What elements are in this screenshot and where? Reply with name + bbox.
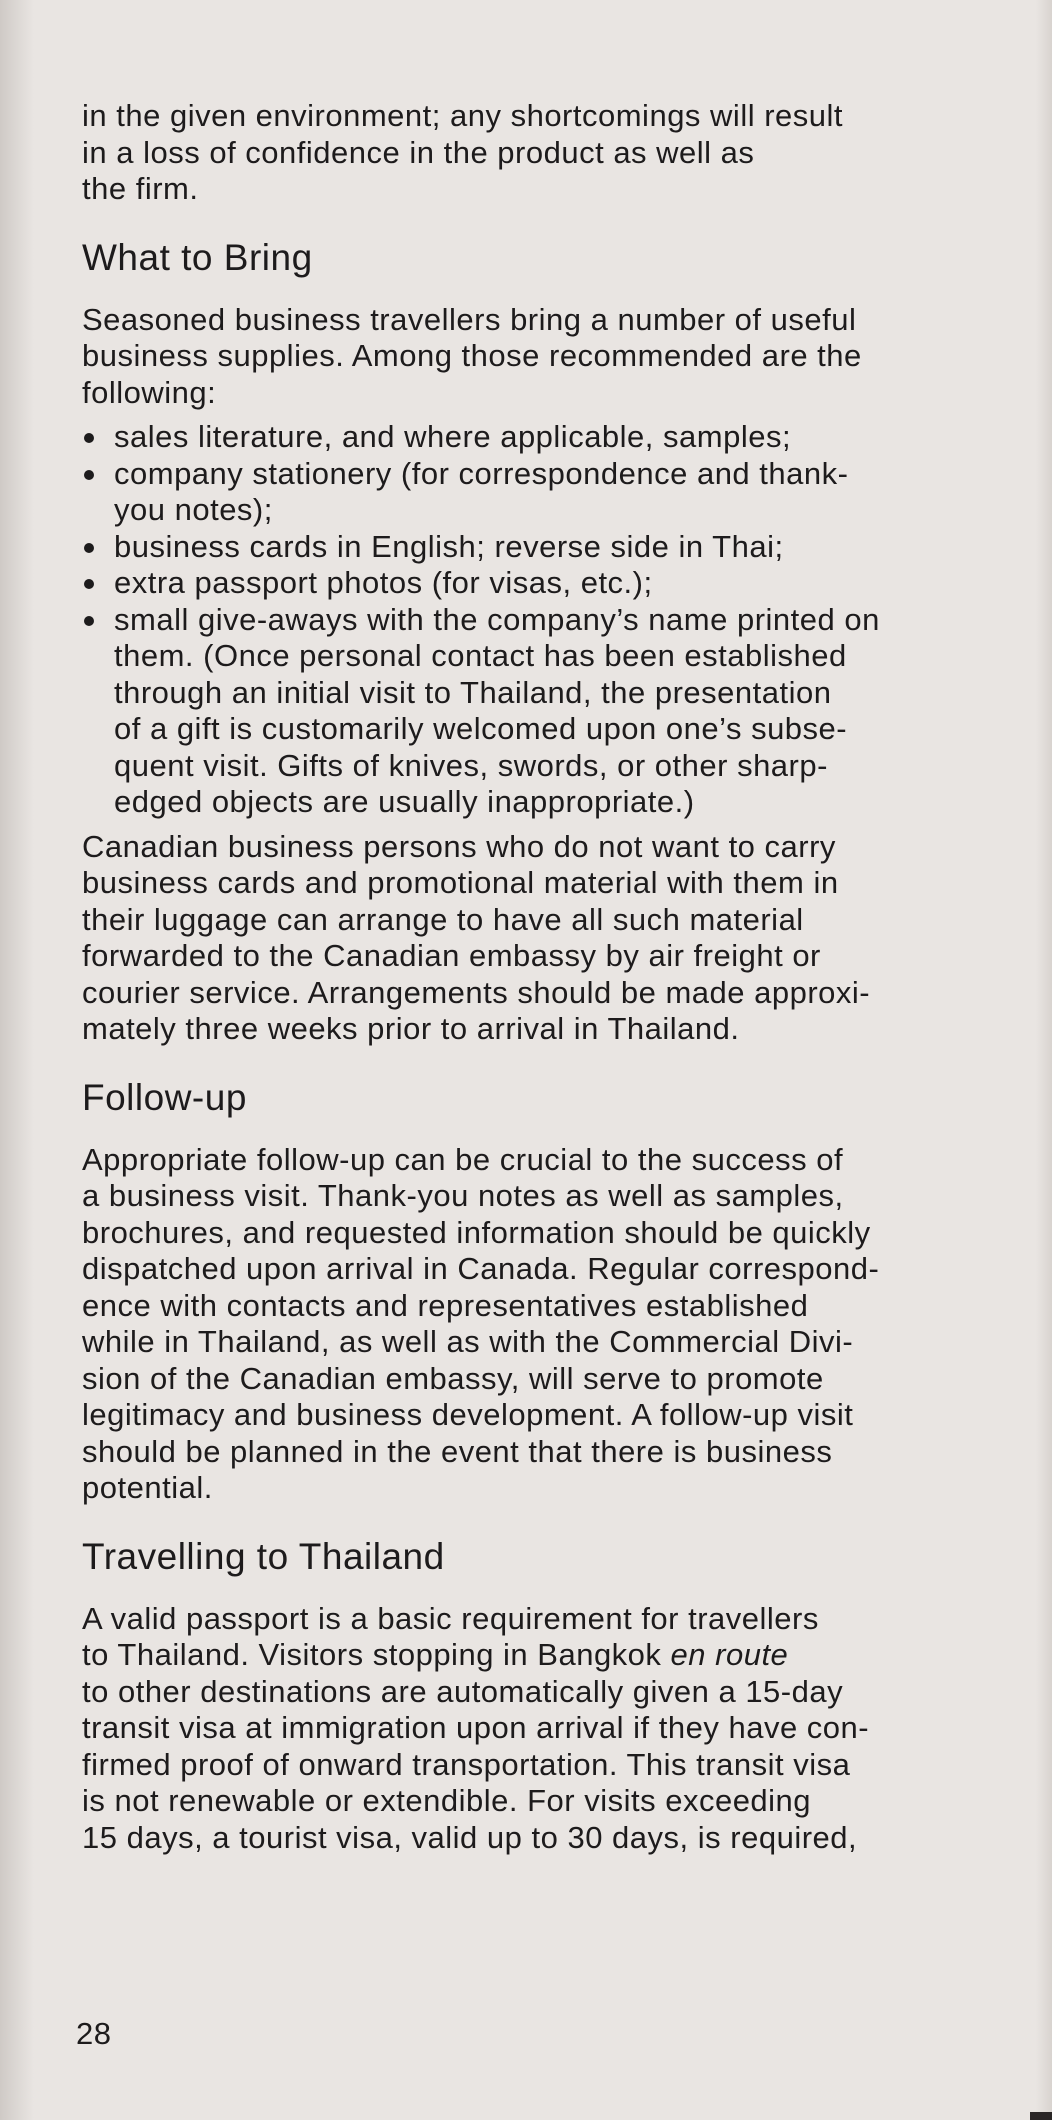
supplies-list xyxy=(82,419,1022,821)
travelling-heading: Travelling to Thailand xyxy=(82,1535,445,1577)
travelling-paragraph: A valid passport is a basic requirement for travellers to Thailand. Visitors stopping in Bangkok en route to other destinations are automatically given a 15-day transit visa at immigration upon arrival if they have con- firmed proof of onward transportation. This transit visa is not renewable or extendible. For visits exceeding 15 days, a tourist visa, valid up to 30 days, is required, xyxy=(82,1600,870,1855)
page-number: 28 xyxy=(76,2016,112,2051)
corner-mark xyxy=(1030,2112,1052,2120)
follow-up-paragraph: Appropriate follow-up can be crucial to the success of a business visit. Thank-you notes as well as samples, brochures, and requested information should be quickly dispatched upon arrival in Canada. Regular correspond- ence with contacts and representatives established while in Thailand, as well as with the Commercial Divi- sion of the Canadian embassy, will serve to promote legitimacy and business development. A follow-up visit should be planned in the event that there is business potential. xyxy=(82,1141,880,1505)
page-edge-shadow-right xyxy=(1036,0,1052,2120)
list-item: sales literature, and where applicable, samples; xyxy=(82,419,1022,456)
follow-up-heading: Follow-up xyxy=(82,1076,247,1118)
page-edge-shadow-left xyxy=(0,0,34,2120)
bullet-icon xyxy=(84,579,94,589)
what-to-bring-intro: Seasoned business travellers bring a number of useful business supplies. Among those recommended are the following: xyxy=(82,301,862,410)
list-item: small give-aways with the company’s name printed on them. (Once personal contact has been established through an initial visit to Thailand, the presentation of a gift is customarily welcomed upon one’s subse- quent visit. Gifts of knives, swords, or other sharp- edged objects are usually inappropriate.) xyxy=(82,602,1022,821)
bullet-icon xyxy=(84,433,94,443)
what-to-bring-closing: Canadian business persons who do not want to carry business cards and promotional material with them in their luggage can arrange to have all such material forwarded to the Canadian embassy by air freight or courier service. Arrangements should be made approxi- mately three weeks prior to arrival in Thailand. xyxy=(82,828,871,1046)
bullet-icon xyxy=(84,470,94,480)
what-to-bring-heading: What to Bring xyxy=(82,236,313,278)
intro-paragraph: in the given environment; any shortcomings will result in a loss of confidence in the product as well as the firm. xyxy=(82,98,844,206)
page-content xyxy=(82,98,1022,1856)
italic-phrase: en route xyxy=(670,1637,789,1672)
bullet-icon xyxy=(84,616,94,626)
list-item: extra passport photos (for visas, etc.); xyxy=(82,565,1022,602)
list-item: business cards in English; reverse side in Thai; xyxy=(82,529,1022,566)
list-item: company stationery (for correspondence and thank- you notes); xyxy=(82,456,1022,529)
bullet-icon xyxy=(84,543,94,553)
